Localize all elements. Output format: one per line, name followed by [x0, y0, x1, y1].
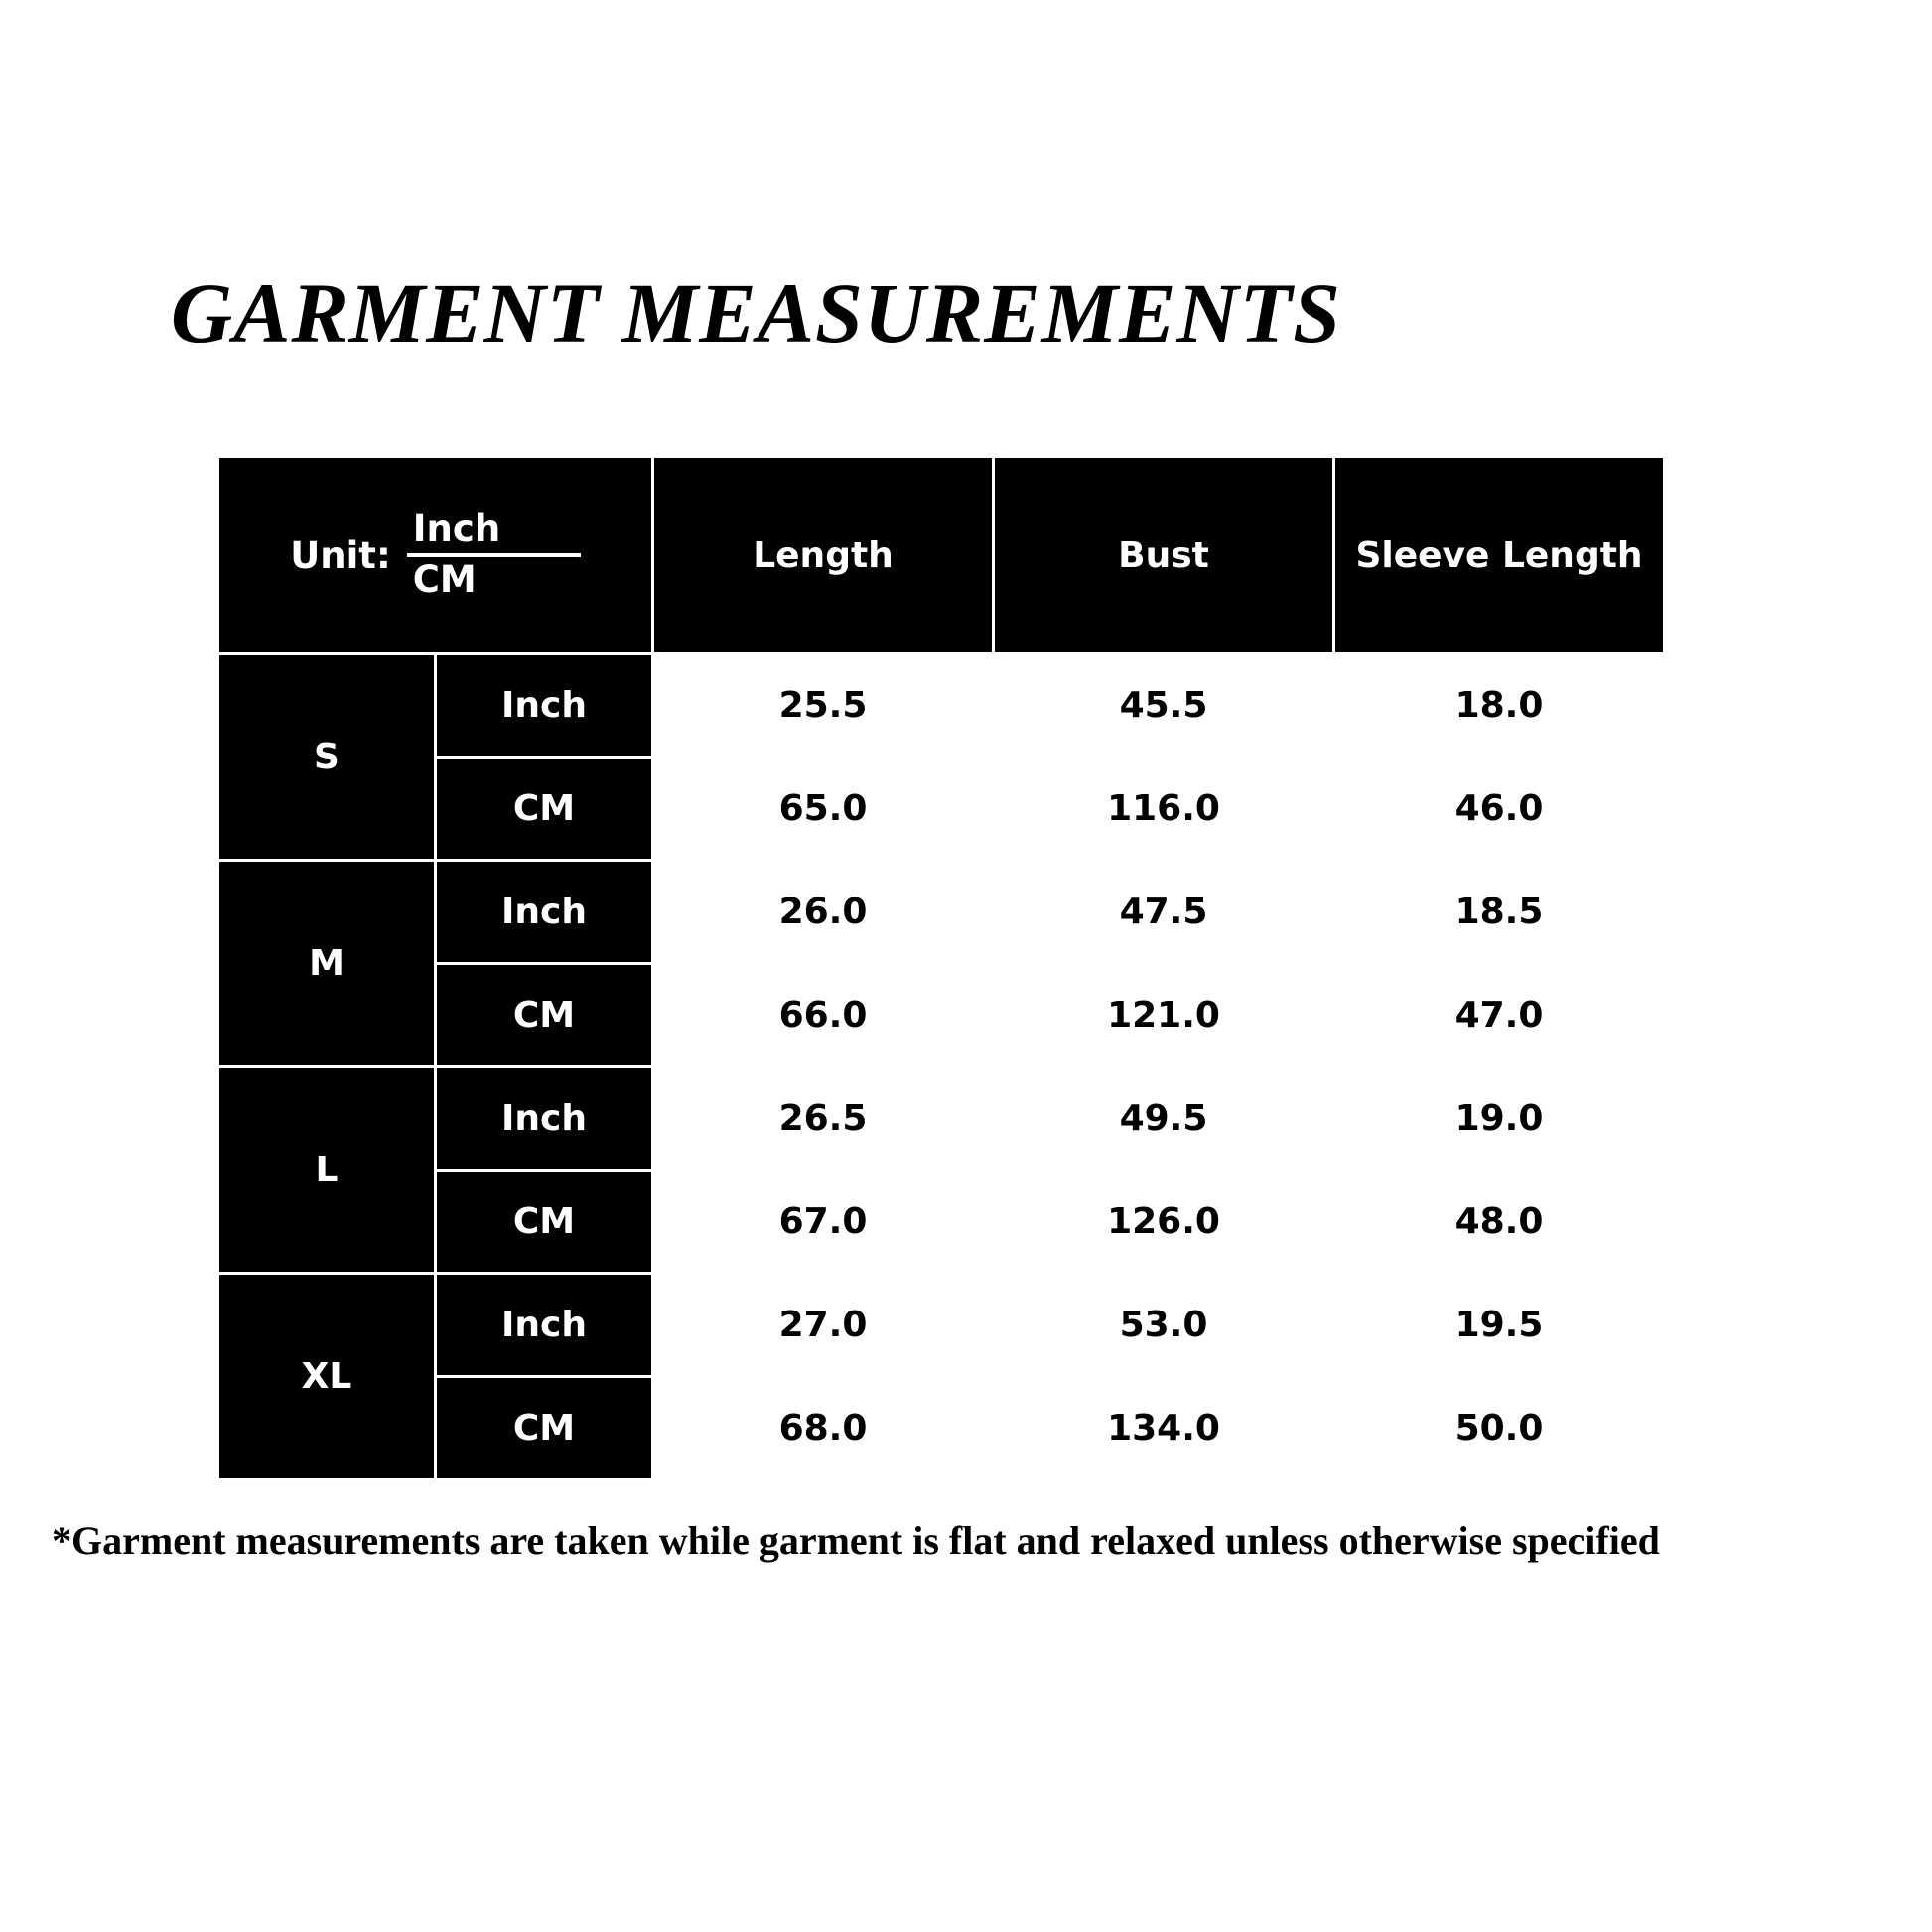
size-label-m: M — [218, 861, 436, 1067]
value-s-cm-length: 65.0 — [653, 758, 994, 861]
value-l-cm-sleeve: 48.0 — [1334, 1171, 1665, 1274]
table-row — [218, 1171, 1665, 1274]
unit-fraction-denominator: CM — [412, 558, 477, 601]
garment-measurements-table — [216, 455, 1666, 1481]
table-row — [218, 1274, 1665, 1377]
table-row — [218, 964, 1665, 1067]
value-s-inch-length: 25.5 — [653, 654, 994, 758]
table-row — [218, 1377, 1665, 1480]
unit-header-cell — [218, 457, 653, 654]
size-label-s: S — [218, 654, 436, 861]
value-l-inch-bust: 49.5 — [994, 1067, 1334, 1171]
value-s-inch-sleeve: 18.0 — [1334, 654, 1665, 758]
value-xl-cm-length: 68.0 — [653, 1377, 994, 1480]
measurements-table-container — [216, 455, 1666, 1481]
value-xl-inch-sleeve: 19.5 — [1334, 1274, 1665, 1377]
value-s-cm-sleeve: 46.0 — [1334, 758, 1665, 861]
value-m-inch-length: 26.0 — [653, 861, 994, 964]
column-header-bust: Bust — [994, 457, 1334, 654]
table-row — [218, 861, 1665, 964]
unit-label-l-inch: Inch — [436, 1067, 653, 1171]
size-label-l: L — [218, 1067, 436, 1274]
unit-header-label: Unit: — [290, 533, 391, 577]
table-row — [218, 1067, 1665, 1171]
value-m-cm-length: 66.0 — [653, 964, 994, 1067]
unit-label-s-inch: Inch — [436, 654, 653, 758]
unit-label-xl-cm: CM — [436, 1377, 653, 1480]
unit-label-l-cm: CM — [436, 1171, 653, 1274]
value-m-cm-sleeve: 47.0 — [1334, 964, 1665, 1067]
unit-fraction — [407, 507, 581, 601]
value-l-cm-bust: 126.0 — [994, 1171, 1334, 1274]
value-l-inch-length: 26.5 — [653, 1067, 994, 1171]
value-xl-inch-length: 27.0 — [653, 1274, 994, 1377]
table-body — [218, 654, 1665, 1480]
column-header-length: Length — [653, 457, 994, 654]
unit-label-xl-inch: Inch — [436, 1274, 653, 1377]
table-row — [218, 758, 1665, 861]
page-title: GARMENT MEASUREMENTS — [171, 265, 1341, 360]
value-xl-cm-sleeve: 50.0 — [1334, 1377, 1665, 1480]
table-row — [218, 654, 1665, 758]
value-m-inch-sleeve: 18.5 — [1334, 861, 1665, 964]
unit-fraction-numerator: Inch — [412, 507, 501, 551]
unit-label-m-inch: Inch — [436, 861, 653, 964]
value-m-cm-bust: 121.0 — [994, 964, 1334, 1067]
value-l-cm-length: 67.0 — [653, 1171, 994, 1274]
table-head — [218, 457, 1665, 654]
value-m-inch-bust: 47.5 — [994, 861, 1334, 964]
unit-label-m-cm: CM — [436, 964, 653, 1067]
measurement-footnote: *Garment measurements are taken while garment is flat and relaxed unless otherwise specified — [52, 1518, 1660, 1563]
column-header-sleeve-length: Sleeve Length — [1334, 457, 1665, 654]
size-label-xl: XL — [218, 1274, 436, 1480]
table-header-row — [218, 457, 1665, 654]
value-s-cm-bust: 116.0 — [994, 758, 1334, 861]
value-l-inch-sleeve: 19.0 — [1334, 1067, 1665, 1171]
value-s-inch-bust: 45.5 — [994, 654, 1334, 758]
value-xl-inch-bust: 53.0 — [994, 1274, 1334, 1377]
unit-label-s-cm: CM — [436, 758, 653, 861]
value-xl-cm-bust: 134.0 — [994, 1377, 1334, 1480]
